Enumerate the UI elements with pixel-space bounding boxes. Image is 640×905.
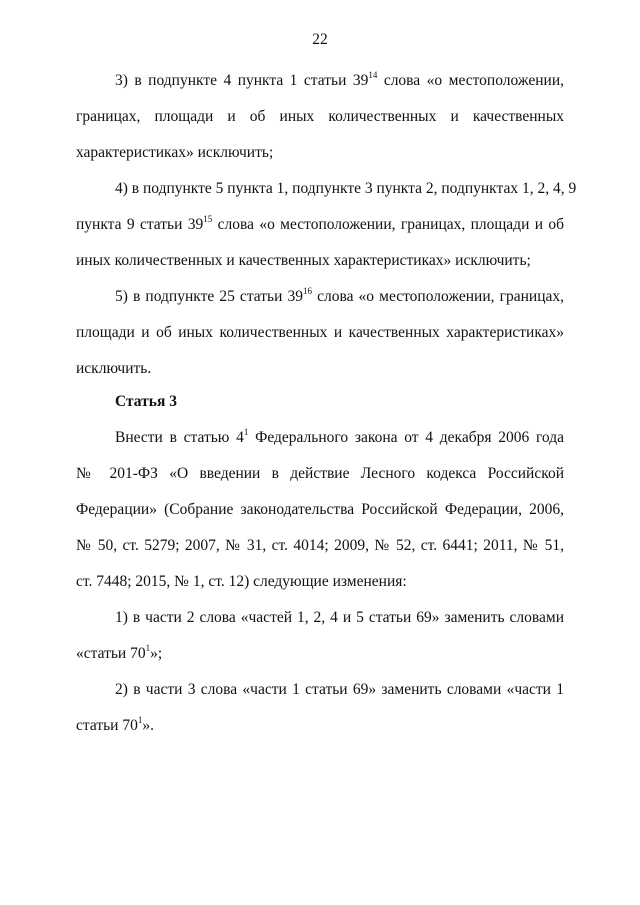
text-line: 1) в части 2 слова «частей 1, 2, 4 и 5 статьи 69» заменить словами — [115, 609, 564, 626]
text-line: № 50, ст. 5279; 2007, № 31, ст. 4014; 2009, № 52, ст. 6441; 2011, № 51, — [76, 537, 564, 554]
page-number: 22 — [312, 31, 328, 48]
text-line: исключить. — [76, 360, 152, 377]
text-line: характеристиках» исключить; — [76, 144, 274, 161]
article-heading: Статья 3 — [115, 393, 177, 410]
text-line: Федерации» (Собрание законодательства Российской Федерации, 2006, — [76, 501, 564, 518]
text-line: № 201-ФЗ «О введении в действие Лесного кодекса Российской — [76, 465, 564, 482]
text-line: пункта 9 статьи $39^{15}$ слова «о местоположении, границах, площади и об — [76, 214, 564, 233]
text-line: 4) в подпункте 5 пункта 1, подпункте 3 пункта 2, подпунктах 1, 2, 4, 9 — [115, 180, 577, 197]
text-line: иных количественных и качественных характеристиках» исключить; — [76, 252, 531, 269]
text-line: площади и об иных количественных и качественных характеристиках» — [76, 324, 564, 341]
text-line: границах, площади и об иных количественных и качественных — [76, 108, 564, 125]
text-line: 3) в подпункте 4 пункта 1 статьи $39^{14}$ слова «о местоположении, — [115, 70, 564, 89]
text-line: 2) в части 3 слова «части 1 статьи 69» заменить словами «части 1 — [115, 681, 564, 698]
text-line: Внести в статью $4^1$ Федерального закона от 4 декабря 2006 года — [115, 427, 564, 446]
text-line: «статьи $70^1$»; — [76, 643, 163, 662]
text-line: статьи $70^1$». — [76, 715, 154, 734]
text-line: 5) в подпункте 25 статьи $39^{16}$ слова «о местоположении, границах, — [115, 286, 564, 305]
text-line: ст. 7448; 2015, № 1, ст. 12) следующие изменения: — [76, 573, 407, 590]
